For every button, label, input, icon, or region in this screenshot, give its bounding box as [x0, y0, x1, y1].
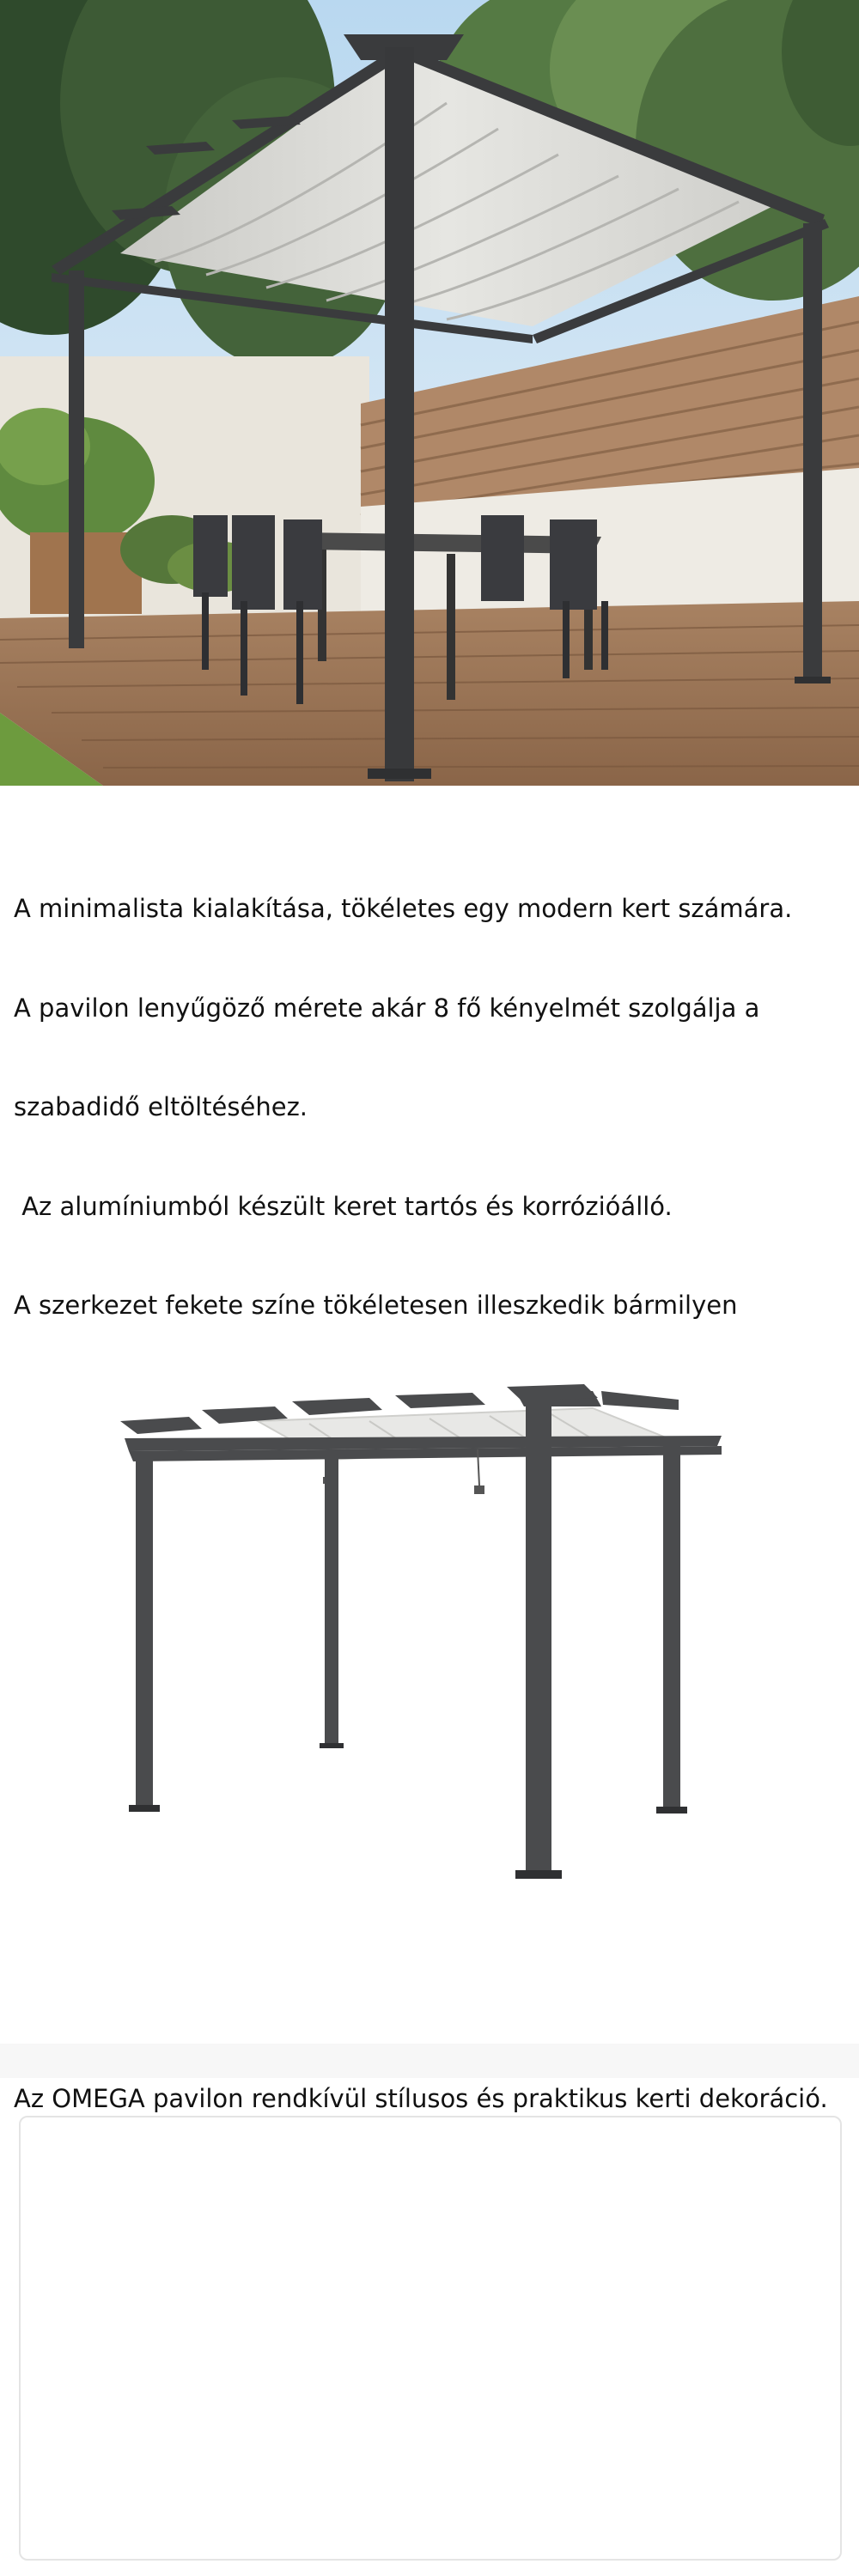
description-line: Az OMEGA pavilon rendkívül stílusos és praktikus kerti dekoráció.: [14, 2084, 828, 2113]
product-image-pergola: [0, 1357, 859, 2044]
pergola-cutout: [120, 1384, 722, 1879]
section-divider: [0, 2044, 859, 2078]
description-line: A pavilon lenyűgöző mérete akár 8 fő kényelmét szolgálja a: [14, 993, 760, 1023]
hero-photo-pergola-garden: [0, 0, 859, 786]
description-line: Az alumíniumból készült keret tartós és korrózióálló.: [14, 1191, 673, 1221]
empty-content-card: [19, 2116, 842, 2561]
description-line: A szerkezet fekete színe tökéletesen illeszkedik bármilyen: [14, 1291, 738, 1320]
description-line: A minimalista kialakítása, tökéletes egy modern kert számára.: [14, 894, 793, 923]
description-line: szabadidő eltöltéséhez.: [14, 1092, 308, 1121]
